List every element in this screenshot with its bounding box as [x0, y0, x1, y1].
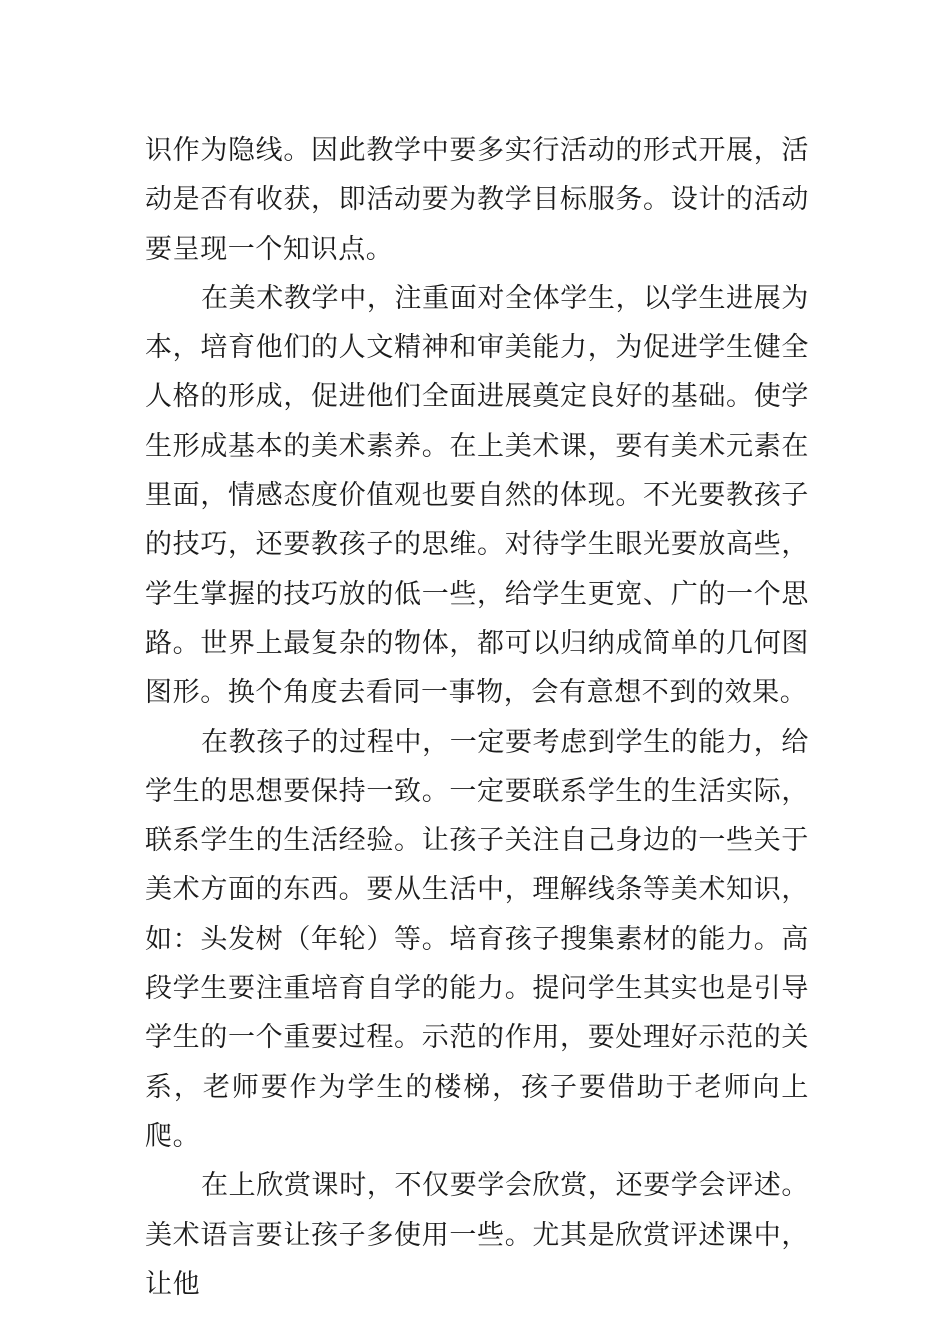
paragraph-appreciation-class: 在上欣赏课时，不仅要学会欣赏，还要学会评述。美术语言要让孩子多使用一些。尤其是欣赏评述课中，让他: [145, 1170, 809, 1300]
paragraph-continuation: 识作为隐线。因此教学中要多实行活动的形式开展，活动是否有收获，即活动要为教学目标服务。设计的活动要呈现一个知识点。: [145, 135, 809, 265]
paragraph-art-teaching: 在美术教学中，注重面对全体学生，以学生进展为本，培育他们的人文精神和审美能力，为促进学生健全人格的形成，促进他们全面进展奠定良好的基础。使学生形成基本的美术素养。在上美术课，要有美术元素在里面，情感态度价值观也要自然的体现。不光要教孩子的技巧，还要教孩子的思维。对待学生眼光要放高些，学生掌握的技巧放的低一些，给学生更宽、广的一个思路。世界上最复杂的物体，都可以归纳成简单的几何图图形。换个角度去看同一事物，会有意想不到的效果。: [145, 282, 809, 709]
paragraph-teaching-process: 在教孩子的过程中，一定要考虑到学生的能力，给学生的思想要保持一致。一定要联系学生的生活实际，联系学生的生活经验。让孩子关注自己身边的一些关于美术方面的东西。要从生活中，理解线条等美术知识，如：头发树（年轮）等。培育孩子搜集素材的能力。高段学生要注重培育自学的能力。提问学生其实也是引导学生的一个重要过程。示范的作用，要处理好示范的关系，老师要作为学生的楼梯，孩子要借助于老师向上爬。: [145, 726, 809, 1152]
document-body: [145, 126, 809, 1309]
